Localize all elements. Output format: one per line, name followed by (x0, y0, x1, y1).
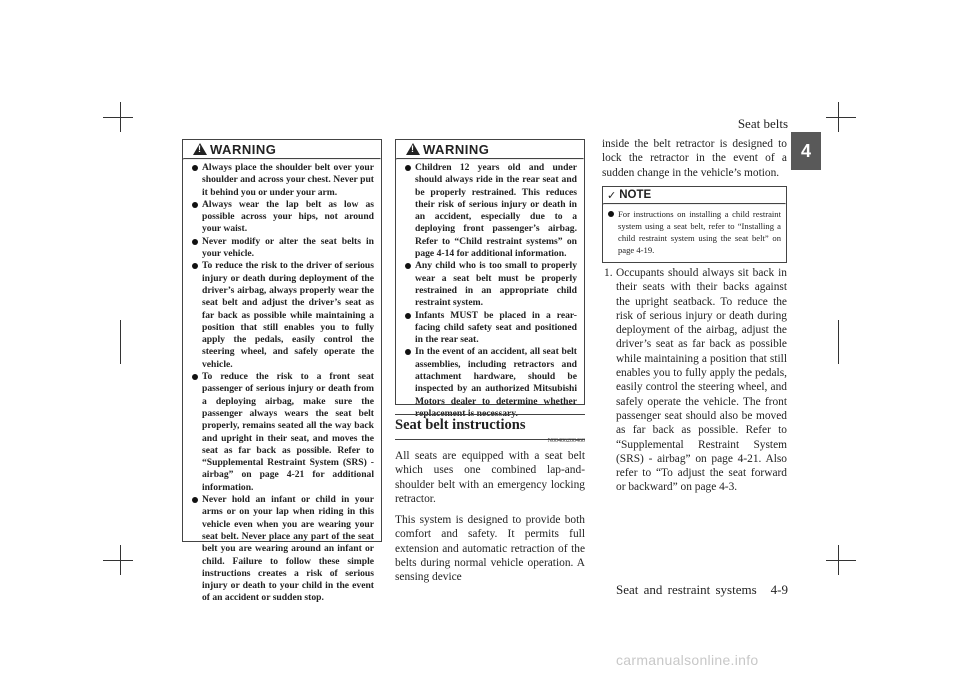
section-body (395, 449, 585, 592)
warning-item: Infants MUST be placed in a rear-facing child safety seat and positioned in the rear seat. (404, 310, 577, 347)
crop-mark (103, 117, 133, 118)
section-title: Seat belt instructions (395, 414, 585, 440)
warning-list (183, 160, 381, 605)
note-check-icon: ✓ (607, 188, 617, 202)
warning-item: Always place the shoulder belt over your shoulder and across your chest. Never put it behind you or under your arm. (191, 162, 374, 199)
watermark[interactable]: carmanualsonline.info (616, 652, 759, 668)
warning-item: Any child who is too small to properly wear a seat belt must be properly restrained in an appropriate child restraint system. (404, 260, 577, 309)
list-number: 1. (604, 267, 613, 279)
crop-mark (838, 320, 839, 364)
section-code: N00406200460 (547, 438, 585, 444)
list-text: Occupants should always sit back in their seats with their backs against the upright seatback. To reduce the risk of serious injury or death during deployment of the airbag, adjust the driver’s seat as far back as possible while maintaining a position that still enables you to fully apply the pedals, easily control the steering wheel, and safely operate the vehicle. The front passenger seat should also be moved as far back as possible. Refer to “Supplemental Restraint System (SRS) - airbag” on page 4-21. Also refer to “To adjust the seat forward or backward” on page 4-3. (616, 267, 787, 494)
chapter-name: Seat and restraint systems (615, 582, 757, 597)
warning-box-left (182, 139, 382, 604)
note-header (603, 187, 786, 203)
continued-text (602, 137, 787, 187)
running-footer (616, 582, 788, 598)
crop-mark (103, 560, 133, 561)
warning-box-middle (395, 139, 585, 419)
note-item: For instructions on installing a child restraint system using a seat belt, refer to “Installing a child restraint system using the seat belt” on page 4-19. (608, 208, 781, 256)
list-item (604, 266, 787, 495)
warning-item: Children 12 years old and under should always ride in the rear seat and be properly restrained. This reduces their risk of serious injury or death in an accident, especially due to a deploying front passenger’s airbag. Refer to “Child restraint systems” on page 4-14 for additional information. (404, 162, 577, 260)
warning-title: WARNING (423, 141, 490, 157)
crop-mark (826, 560, 856, 561)
warning-item: To reduce the risk to the driver of serious injury or death during deployment of the driver’s airbag, always properly wear the seat belt and adjust the driver’s seat as far back as possible while maintaining a position that still enables you to fully apply the pedals, easily control the steering wheel, and safely operate the vehicle. (191, 260, 374, 371)
warning-item: Never hold an infant or child in your arms or on your lap when riding in this vehicle even when you are wearing your seat belt. Never place any part of the seat belt you are wearing around an infant or child. Failure to follow these simple instructions creates a risk of serious injury or death to your child in the event of an accident or sudden stop. (191, 494, 374, 605)
warning-item: To reduce the risk to a front seat passenger of serious injury or death from a deploying airbag, make sure the passenger always wears the seat belt properly, remains seated all the way back and upright in their seat, and moves the seat as far back as possible. Refer to “Supplemental Restraint System (SRS) - airbag” on page 4-21 for additional information. (191, 371, 374, 494)
warning-title: WARNING (210, 141, 277, 157)
paragraph: All seats are equipped with a seat belt which uses one combined lap-and-shoulder belt with an emergency locking retractor. (395, 450, 585, 505)
warning-item: Never modify or alter the seat belts in your vehicle. (191, 236, 374, 261)
running-header: Seat belts (737, 116, 788, 131)
page-number: 4-9 (770, 582, 788, 597)
warning-item: Always wear the lap belt as low as possible across your hips, not around your waist. (191, 199, 374, 236)
crop-mark (826, 117, 856, 118)
chapter-tab: 4 (791, 132, 821, 170)
warning-header (396, 140, 584, 158)
warning-header (183, 140, 381, 158)
warning-list (396, 160, 584, 420)
numbered-list (604, 266, 787, 495)
paragraph: This system is designed to provide both comfort and safety. It permits full extension and automatic retraction of the belts during normal vehicle operation. A sensing device (395, 514, 585, 584)
paragraph: inside the belt retractor is designed to lock the retractor in the event of a sudden change in the vehicle’s motion. (602, 138, 787, 179)
note-title: NOTE (619, 189, 652, 201)
warning-icon (193, 143, 207, 155)
note-list (603, 205, 786, 262)
note-box (602, 186, 787, 263)
warning-icon (406, 143, 420, 155)
crop-mark (120, 320, 121, 364)
warning-item: In the event of an accident, all seat belt assemblies, including retractors and attachment hardware, should be inspected by an authorized Mitsubishi Motors dealer to determine whether replacement is necessary. (404, 346, 577, 420)
